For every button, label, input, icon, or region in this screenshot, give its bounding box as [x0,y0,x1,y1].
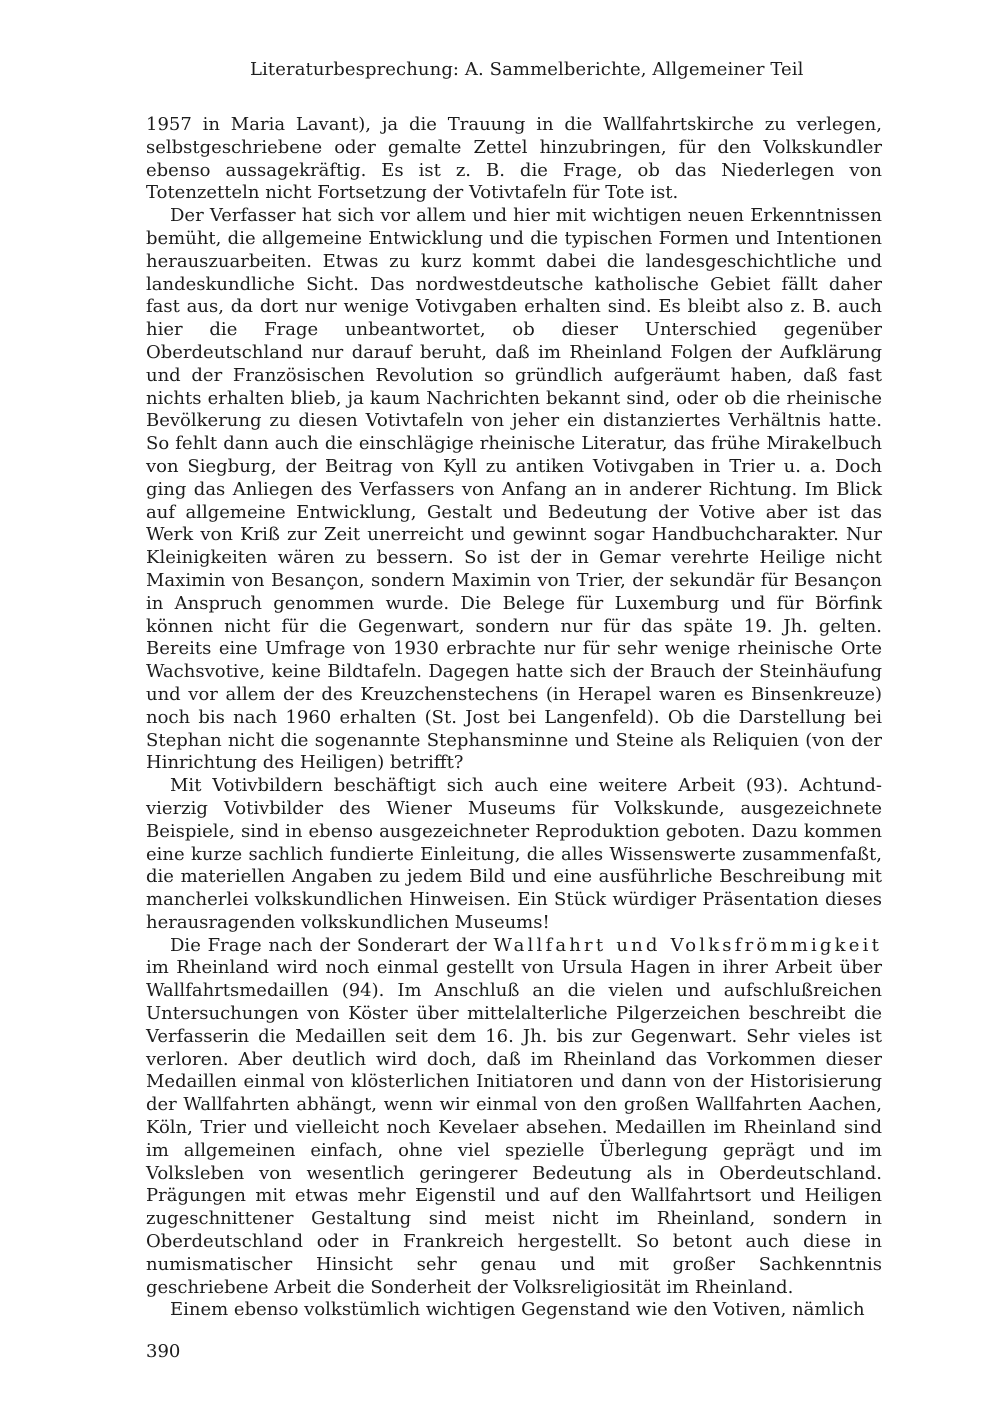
paragraph-5: Einem ebenso volkstümlich wichtigen Gegenstand wie den Votiven, nämlich [170,1299,865,1321]
paragraph-3: Mit Votivbildern beschäftigt sich auch eine weitere Arbeit (93). Achtundvierzig Votivbilder des Wiener Museums für Volkskunde, ausgezeichnete Beispiele, sind in ebenso ausgezeichneter Reproduktion geboten. Dazu kommen eine kurze sachlich fundierte Einleitung, die alles Wissenswerte zusammenfaßt, die materiellen Angaben zu jedem Bild und eine ausführliche Beschreibung mit mancherlei volkskundlichen Hinweisen. Ein Stück würdiger Präsentation dieses herausragenden volkskundlichen Museums! [146,775,882,933]
paragraph-1: 1957 in Maria Lavant), ja die Trauung in die Wallfahrtskirche zu verlegen, selbstgeschriebene oder gemalte Zettel hinzubringen, für den Volkskundler ebenso aussagekräftig. Es ist z. B. die Frage, ob das Niederlegen von Totenzetteln nicht Fortsetzung der Votivtafeln für Tote ist. [146,114,882,204]
running-head: Literaturbesprechung: A. Sammelberichte, Allgemeiner Teil [250,59,804,80]
emphasized-term: Wallfahrt und Volksfrömmigkeit [493,934,883,956]
paragraph-2: Der Verfasser hat sich vor allem und hier mit wichtigen neuen Erkenntnissen bemüht, die allgemeine Entwicklung und die typischen Formen und Intentionen herauszuarbeiten. Etwas zu kurz kommt dabei die landesgeschichtliche und landeskundliche Sicht. Das nordwestdeutsche katholische Gebiet fällt daher fast aus, da dort nur wenige Votivgaben erhalten sind. Es bleibt also z. B. auch hier die Frage unbeantwortet, ob dieser Unterschied gegenüber Oberdeutschland nur darauf beruht, daß im Rheinland Folgen der Aufklärung und der Französischen Revolution so gründlich aufgeräumt haben, daß fast nichts erhalten blieb, ja kaum Nachrichten bekannt sind, oder ob die rheinische Bevölkerung zu diesen Votivtafeln von jeher ein distanziertes Verhältnis hatte. So fehlt dann auch die einschlägige rheinische Literatur, das frühe Mirakelbuch von Siegburg, der Beitrag von Kyll zu antiken Votivgaben in Trier u. a. Doch ging das Anliegen des Verfassers von Anfang an in anderer Richtung. Im Blick auf allgemeine Entwicklung, Gestalt und Bedeutung der Votive aber ist das Werk von Kriß zur Zeit unerreicht und gewinnt sogar Handbuchcharakter. Nur Kleinigkeiten wären zu bessern. So ist der in Gemar verehrte Heilige nicht Maximin von Besançon, sondern Maximin von Trier, der sekundär für Besançon in Anspruch genommen wurde. Die Belege für Luxemburg und für Börfink können nicht für die Gegenwart, sondern nur für das späte 19. Jh. gelten. Bereits eine Umfrage von 1930 erbrachte nur für sehr wenige rheinische Orte Wachsvotive, keine Bildtafeln. Dagegen hatte sich der Brauch der Steinhäufung und vor allem der des Kreuzchenstechens (in Herapel waren es Binsenkreuze) noch bis nach 1960 erhalten (St. Jost bei Langenfeld). Ob die Darstellung bei Stephan nicht die sogenannte Stephansminne und Steine als Reliquien (von der Hinrichtung des Heiligen) betrifft? [146,205,882,774]
paragraph-4-rest: im Rheinland wird noch einmal gestellt von Ursula Hagen in ihrer Arbeit über Wallfahrtsmedaillen (94). Im Anschluß an die vielen und aufschlußreichen Untersuchungen von Köster über mittelalterliche Pilgerzeichen beschreibt die Verfasserin die Medaillen seit dem 16. Jh. bis zur Gegenwart. Sehr vieles ist verloren. Aber deutlich wird doch, daß im Rheinland das Vorkommen dieser Medaillen einmal von klösterlichen Initiatoren und dann von der Historisierung der Wallfahrten abhängt, wenn wir einmal von den großen Wallfahrten Aachen, Köln, Trier und vielleicht noch Kevelaer absehen. Medaillen im Rheinland sind im allgemeinen einfach, ohne viel spezielle Überlegung geprägt und im Volksleben von wesentlich geringerer Bedeutung als in Oberdeutschland. Prägungen mit etwas mehr Eigenstil und auf den Wallfahrtsort und Heiligen zugeschnittener Gestaltung sind meist nicht im Rheinland, sondern in Oberdeutschland oder in Frankreich hergestellt. So betont auch diese in numismatischer Hinsicht sehr genau und mit großer Sachkenntnis geschriebene Arbeit die Sonderheit der Volksreligiosität im Rheinland. [146,957,882,1298]
page-number: 390 [146,1341,181,1362]
paragraph-4-start: Die Frage nach der Sonderart der [170,934,494,956]
body-text [146,114,882,1322]
paragraph-4 [146,935,882,1300]
